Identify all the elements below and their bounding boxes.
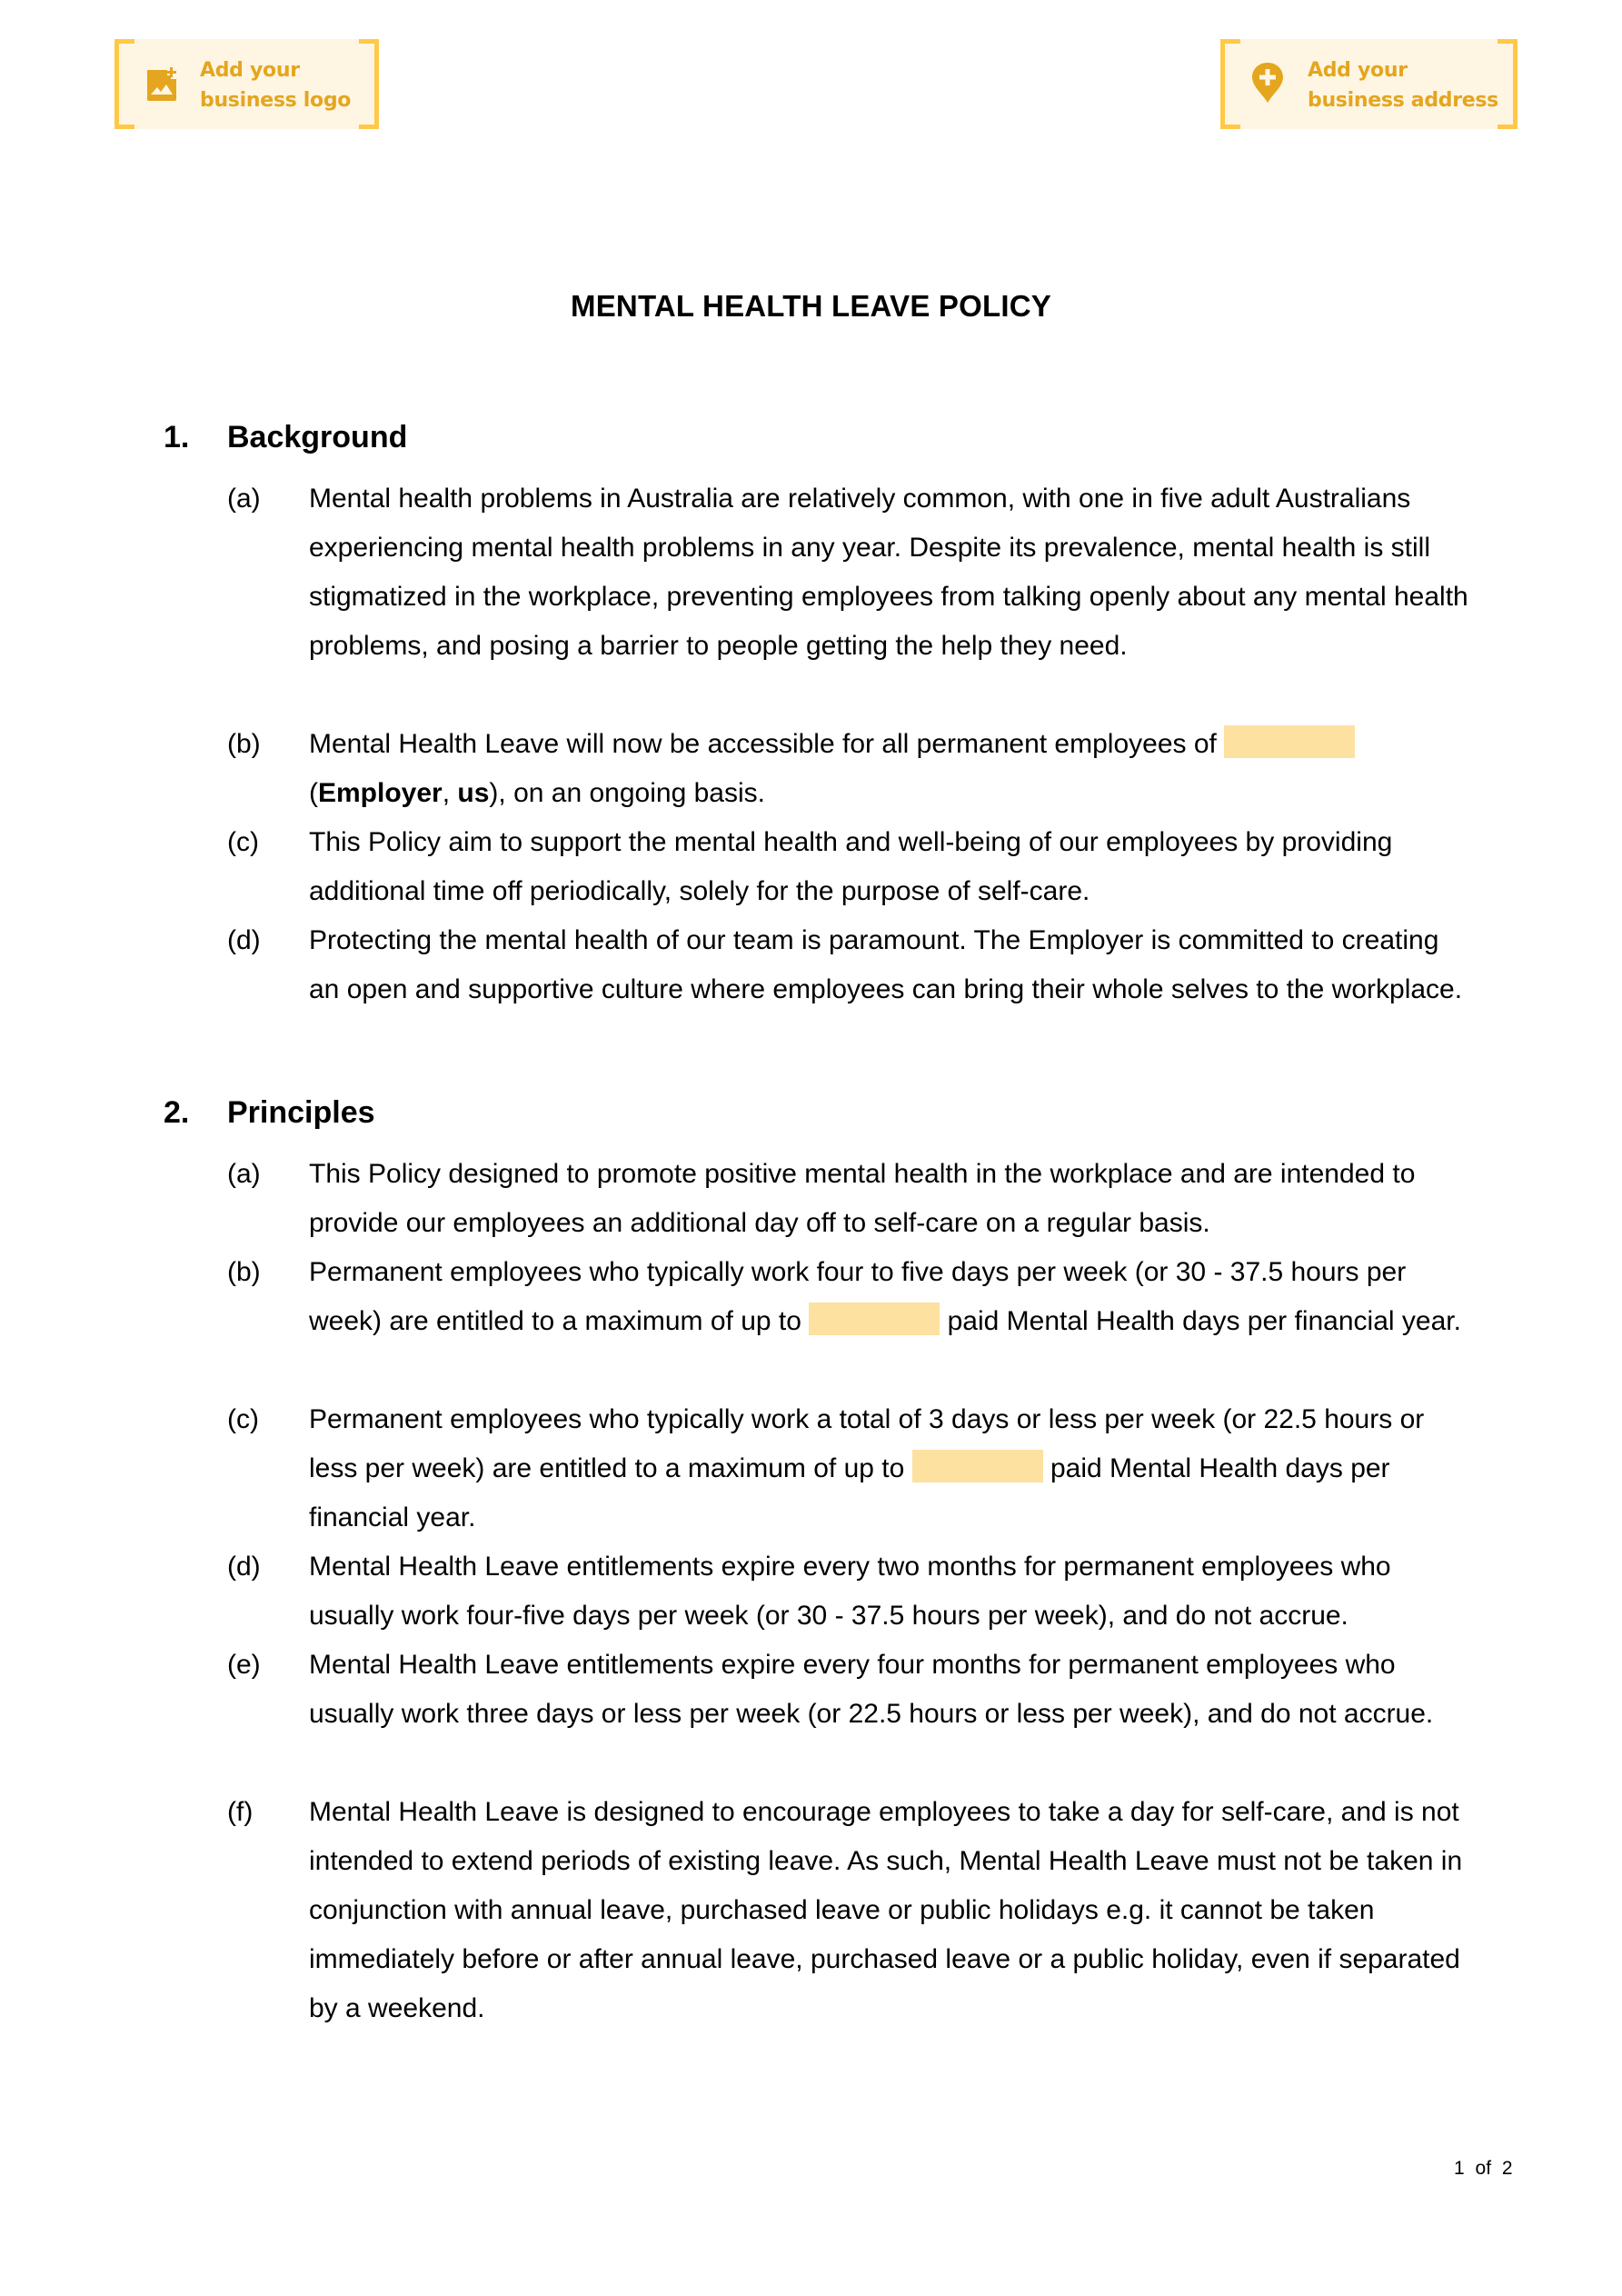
section-number: 1. (164, 420, 190, 454)
employer-name-field[interactable] (1224, 725, 1355, 758)
bracket-left (114, 39, 134, 129)
clause-text: Permanent employees who typically work a total of 3 days or less per week (or 22.5 hours or less per week) are entitled to a maximum of up to paid Mental Health days per financial year. (309, 1404, 1425, 1532)
section-title: Background (227, 420, 408, 454)
clause-1c (227, 818, 1472, 916)
clause-letter: (b) (227, 1257, 261, 1287)
page-number: 1 of 2 (1454, 2158, 1513, 2179)
image-add-icon (144, 66, 180, 103)
clause-2b (227, 1248, 1472, 1346)
bracket-right (359, 39, 379, 129)
add-business-address-button[interactable] (1220, 39, 1518, 129)
clause-letter: (b) (227, 729, 261, 759)
section-number: 2. (164, 1095, 190, 1130)
document-title: MENTAL HEALTH LEAVE POLICY (571, 289, 1051, 323)
clause-2c (227, 1395, 1472, 1542)
clause-text: Mental Health Leave entitlements expire every four months for permanent employees who usually work three days or less per week (or 22.5 hours or less per week), and do not accrue. (309, 1650, 1434, 1729)
clause-text: Mental Health Leave is designed to encourage employees to take a day for self-care, and is not intended to extend periods of existing leave. As such, Mental Health Leave must not be taken in conjunction with annual leave, purchased leave or public holidays e.g. it cannot be taken immediately before or after annual leave, purchased leave or a public holiday, even if separated by a weekend. (309, 1797, 1463, 2023)
clause-letter: (c) (227, 1404, 259, 1434)
parttime-days-field[interactable] (912, 1450, 1043, 1482)
logo-placeholder-label: Add your business logo (200, 59, 352, 112)
clause-text: Mental Health Leave entitlements expire every two months for permanent employees who usually work four-five days per week (or 30 - 37.5 hours per week), and do not accrue. (309, 1552, 1391, 1631)
clause-text: This Policy designed to promote positive mental health in the workplace and are intended to provide our employees an additional day off to self-care on a regular basis. (309, 1159, 1416, 1238)
clause-text: This Policy aim to support the mental health and well-being of our employees by providing additional time off periodically, solely for the purpose of self-care. (309, 827, 1393, 906)
defined-term-employer: Employer (318, 778, 443, 808)
clause-1a (227, 474, 1472, 671)
clause-letter: (d) (227, 1552, 261, 1582)
address-placeholder-label: Add your business address (1308, 59, 1498, 112)
clause-letter: (c) (227, 827, 259, 857)
clause-letter: (e) (227, 1650, 261, 1680)
clause-2a (227, 1150, 1472, 1248)
clause-1b (227, 720, 1472, 818)
clause-text: Protecting the mental health of our team is paramount. The Employer is committed to creating an open and supportive culture where employees can bring their whole selves to the workplace. (309, 925, 1463, 1004)
clause-2f (227, 1788, 1472, 2033)
clause-text: Mental Health Leave will now be accessible for all permanent employees of (Employer, us), on an ongoing basis. (309, 720, 1472, 818)
fulltime-days-field[interactable] (809, 1303, 940, 1335)
clause-letter: (a) (227, 484, 261, 514)
clause-1d (227, 916, 1472, 1014)
add-business-logo-button[interactable] (114, 39, 379, 129)
clause-letter: (d) (227, 925, 261, 955)
clause-letter: (a) (227, 1159, 261, 1189)
clause-text: Permanent employees who typically work four to five days per week (or 30 - 37.5 hours per week) are entitled to a maximum of up to paid Mental Health days per financial year. (309, 1257, 1461, 1336)
clause-letter: (f) (227, 1797, 254, 1827)
bracket-left (1220, 39, 1240, 129)
bracket-right (1498, 39, 1518, 129)
clause-2e (227, 1641, 1472, 1739)
defined-term-us: us (457, 778, 490, 808)
location-pin-plus-icon (1249, 61, 1286, 105)
clause-2d (227, 1542, 1472, 1641)
clause-text: Mental health problems in Australia are relatively common, with one in five adult Australians experiencing mental health problems in any year. Despite its prevalence, mental health is still stigmatized in the workplace, preventing employees from talking openly about any mental health problems, and posing a barrier to people getting the help they need. (309, 484, 1468, 661)
section-title: Principles (227, 1095, 375, 1130)
